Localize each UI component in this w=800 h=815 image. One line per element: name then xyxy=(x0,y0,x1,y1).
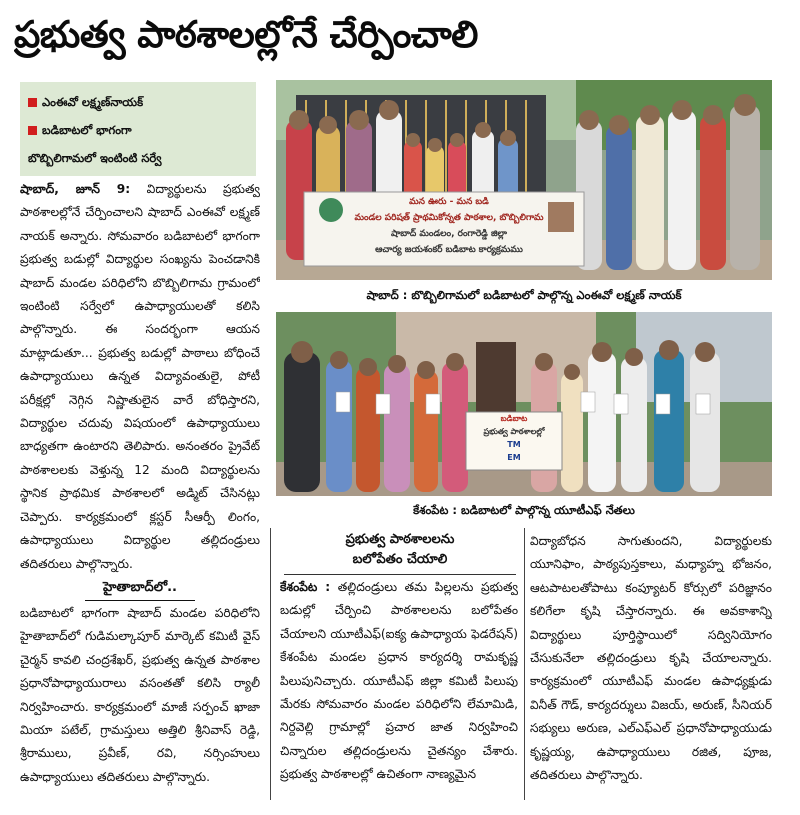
summary-item-text: బొబ్బిలిగామలో ఇంటింటి సర్వే xyxy=(28,151,162,165)
banner-line: షాబాద్ మండలం, రంగారెడ్డి జిల్లా xyxy=(391,229,507,239)
article2-body-left xyxy=(280,576,518,787)
article2-body-left-text: తల్లిదండ్రులు తమ పిల్లలను ప్రభుత్వ బడుల్లో చేర్పించి పాఠశాలలను బలోపేతం చేయాలని యూటీఎఫ్(ఐక్య ఉపాధ్యాయ ఫెడరేషన్) కేశంపేట మండల ప్రధాన కార్యదర్శి రామకృష్ణ పిలుపునిచ్చారు. యూటీఎఫ్ జిల్లా కమిటీ పిలుపు మేరకు సోమవారం మండల పరిధిలోని లేమామిడి, నిర్దవెల్లి గ్రామాల్లో ప్రచార జాత నిర్వహించి చిన్నారుల తల్లిదండ్రులను చైతన్యం చేశారు. ప్రభుత్వ పాఠశాలల్లో ఉచితంగా నాణ్యమైన xyxy=(280,580,518,782)
column-divider xyxy=(524,528,525,800)
summary-item-text: ఎంఈవో లక్ష్మణ్‌నాయక్ xyxy=(42,95,144,109)
banner-line: మండల పరిషత్ ప్రాథమికోన్నత పాఠశాల, బొబ్బిలిగామ xyxy=(354,213,544,223)
summary-item xyxy=(28,88,248,116)
photo1-caption: షాబాద్ : బొబ్బిలిగామలో బడిబాటలో పాల్గొన్న ఎంఈవో లక్ష్మణ్ నాయక్ xyxy=(366,288,682,302)
summary-item-text: బడిబాటలో భాగంగా xyxy=(42,123,132,137)
summary-item xyxy=(28,144,248,172)
photo-kesampet-utf xyxy=(276,312,772,496)
article1-paragraph1 xyxy=(20,178,260,576)
banner-line: ఆచార్య జయశంకర్ బడిబాట కార్యక్రమము xyxy=(375,245,523,255)
banner-line: TM xyxy=(507,440,521,449)
banner-line: బడిబాట xyxy=(500,414,528,423)
headline: ప్రభుత్వ పాఠశాలల్లోనే చేర్పించాలి xyxy=(14,13,478,56)
photo1-banner-text xyxy=(354,194,544,258)
article1-body: విద్యార్థులను ప్రభుత్వ పాఠశాలల్లోనే చేర్పించాలని షాబాద్ ఎంఈవో లక్ష్మణ్ నాయక్ అన్నారు. సోమవారం బడిబాటలో భాగంగా ప్రభుత్వ బడుల్లో విద్యార్థుల సంఖ్యను పెంచడానికి షాబాద్ మండల పరిధిలోని బొబ్బిలిగామ గ్రామంలో ఇంటింటి సర్వేలో ఉపాధ్యాయులతో కలిసి పాల్గొన్నారు. ఈ సందర్భంగా ఆయన మాట్లాడుతూ... ప్రభుత్వ బడుల్లో పాఠాలు బోధించే ఉపాధ్యాయులు ఉన్నత విద్యావంతులై, పోటీ పరీక్షల్లో నెగ్గిన నిష్ణాతులైన వారే బోధిస్తారని, విద్యార్థుల చదువు విషయంలో ఉపాధ్యాయులు బాధ్యతగా ఉంటారని తెలిపారు. అనంతరం ప్రైవేట్ పాఠశాలలకు వెళ్తున్న 12 మంది విద్యార్థులను స్థానిక ప్రాథమిక పాఠశాలలో అడ్మిట్ చేసినట్లు చెప్పారు. కార్యక్రమంలో క్లస్టర్ సీఆర్పీ లింగం, ఉపాధ్యాయులు విద్యార్థుల తల్లిదండ్రులు తదితరులు పాల్గొన్నారు. xyxy=(20,182,260,571)
article1-paragraph2: బడిబాటలో భాగంగా షాబాద్ మండల పరిధిలోని హైతాబాద్‌లో గుడిమల్కాపూర్ మార్కెట్ కమిటీ వైస్ చైర్మన్ కావలి చంద్రశేఖర్, ప్రభుత్వ ఉన్నత పాఠశాల ప్రధానోపాధ్యాయురాలు వసంతతో కలిసి ర్యాలీ నిర్వహించారు. కార్యక్రమంలో మాజీ సర్పంచ్ ఖాజా మియా పటేల్, గ్రామస్తులు అత్తిలి శ్రీనివాస్ రెడ్డి, శ్రీరాములు, ప్రవీణ్, రవి, నర్సింహులు ఉపాధ్యాయులు తదితరులు పాల్గొన్నారు. xyxy=(20,605,260,784)
article1-subhead-text: హైతాబాద్‌లో.. xyxy=(102,579,177,595)
article2-left-column xyxy=(280,576,518,804)
subhead-underline xyxy=(85,600,195,601)
article1-dateline: షాబాద్, జూన్ 9: xyxy=(20,182,131,196)
column-divider xyxy=(270,528,271,800)
article2-headline-line1: ప్రభుత్వ పాఠశాలలను xyxy=(345,532,455,547)
article2-body-right: విద్యాబోధన సాగుతుందని, విద్యార్థులకు యూనిఫాం, పాఠ్యపుస్తకాలు, మధ్యాహ్న భోజనం, ఆటపాటలతోపాటు కంప్యూటర్ కోర్సులో పరిజ్ఞానం కలిగేలా కృషి చేస్తారన్నారు. ఈ అవకాశాన్ని విద్యార్థులు పూర్తిస్థాయిలో సద్వినియోగం చేసుకునేలా తల్లిదండ్రులు కృషి చేయాలన్నారు. కార్యక్రమంలో యూటీఎఫ్ మండల ఉపాధ్యక్షుడు వినీత్ గౌడ్, కార్యదర్శులు విజయ్, అరుణ్, సీనియర్ సభ్యులు అరుణ, ఎల్ఎఫ్ఎల్ ప్రధానోపాధ్యాయుడు కృష్ణయ్య, ఉపాధ్యాయులు రజిత, పూజ, తదితరులు పాల్గొన్నారు. xyxy=(530,534,772,783)
photo2-banner-text xyxy=(468,412,560,464)
article1-column xyxy=(20,178,260,804)
photo2-caption: కేశంపేట : బడిబాటలో పాల్గొన్న యూటీఎఫ్ నేతలు xyxy=(413,503,635,517)
article1-subhead xyxy=(20,576,260,602)
article2-dateline: కేశంపేట : xyxy=(280,580,331,594)
banner-line: EM xyxy=(507,453,521,462)
banner-line: మన ఊరు - మన బడి xyxy=(409,197,489,207)
article2-headline xyxy=(284,530,516,575)
red-square-bullet-icon xyxy=(28,98,37,107)
article2-right-column xyxy=(530,530,772,804)
red-square-bullet-icon xyxy=(28,126,37,135)
banner-line: ప్రభుత్వ పాఠశాలల్లో xyxy=(483,427,545,436)
photo-bobbiligama-survey xyxy=(276,80,772,280)
summary-item xyxy=(28,116,248,144)
summary-box xyxy=(20,82,256,176)
article2-headline-line2: బలోపేతం చేయాలి xyxy=(352,552,448,567)
